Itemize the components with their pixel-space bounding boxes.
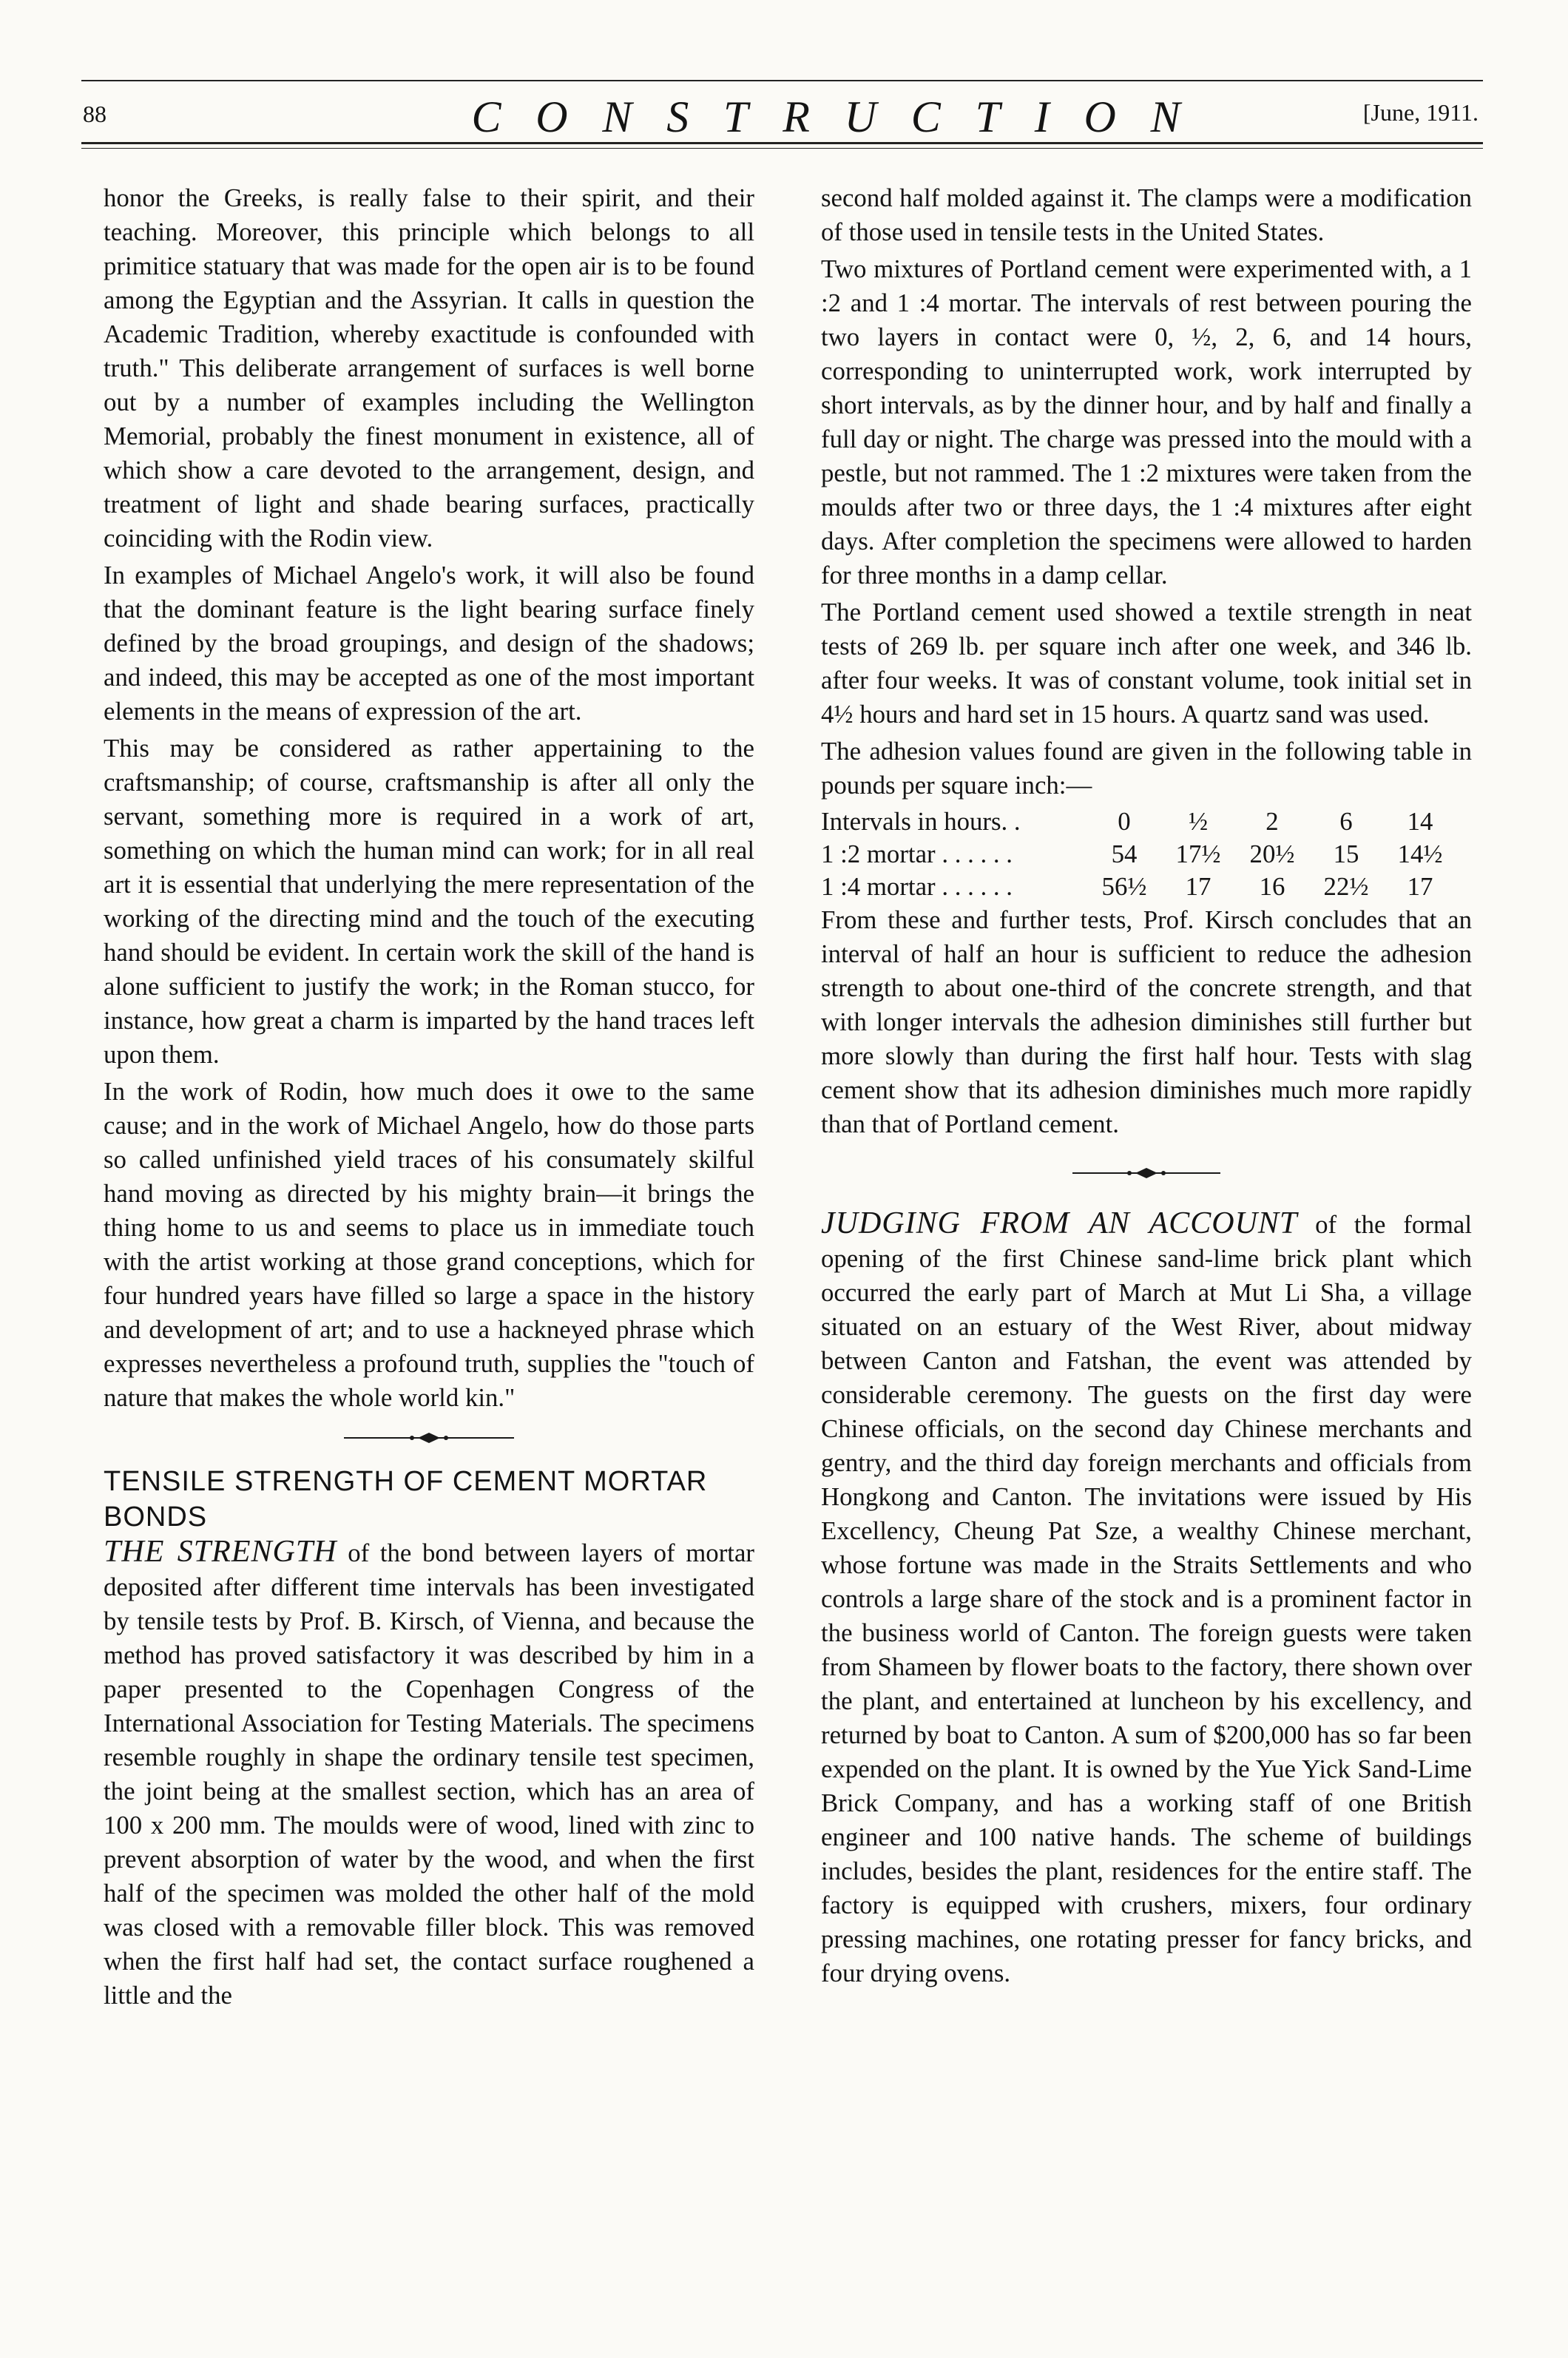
table-cell: 0 [1118,807,1131,836]
ornament-dot [410,1436,414,1440]
table-cell: 22½ [1323,872,1369,901]
article-paragraph: In the work of Rodin, how much does it owe to the same cause; and in the work of Michael Angelo, how do those parts so called unfinished yield traces of his consumately skilful hand moving as directed by his mighty brain—it brings the thing home to us and seems to place us in immediate touch with the artist working at those grand conceptions, which for four hundred years have filled so large a space in the history and development of art; and to use a hackneyed phrase which expresses nevertheless a profound truth, supplies the "touch of nature that makes the whole world kin." [104,1077,754,1412]
table-header-row [821,805,1457,838]
table-row-label: 1 :2 mortar . . . . . . [821,840,1013,868]
table-row [821,838,1457,871]
lead-in: THE STRENGTH [104,1535,337,1569]
article-paragraph: The adhesion values found are given in the following table in pounds per square inch:— [821,737,1472,800]
article-paragraph [821,1206,1472,1990]
ornament-diamond [1135,1168,1158,1178]
ornament-diamond [418,1433,440,1443]
table-cell: 6 [1339,807,1353,836]
article-paragraph: Two mixtures of Portland cement were experimented with, a 1 :2 and 1 :4 mortar. The intervals of rest between pouring the two layers in contact were 0, ½, 2, 6, and 14 hours, corresponding to uninterrupted work, work interrupted by short intervals, as by the dinner hour, and by half and finally a full day or night. The charge was pressed into the mould with a pestle, but not rammed. The 1 :2 mixtures were taken from the moulds after two or three days, the 1 :4 mixtures after eight days. After completion the specimens were allowed to harden for three months in a damp cellar. [821,254,1472,590]
article-paragraph: second half molded against it. The clamps were a modification of those used in tensile tests in the United States. [821,183,1472,246]
article-paragraph: The Portland cement used showed a textile strength in neat tests of 269 lb. per square inch after one week, and 346 lb. after four weeks. It was of constant volume, took initial set in 4½ hours and hard set in 15 hours. A quartz sand was used. [821,598,1472,729]
table-header-label: Intervals in hours. . [821,807,1021,836]
page-header [81,80,1483,148]
header-rule [81,142,1483,144]
table-cell: 14 [1407,807,1433,836]
table-cell: 14½ [1397,840,1443,868]
table-cell: 2 [1265,807,1279,836]
table-cell: 16 [1259,872,1285,901]
right-column [821,181,1472,1993]
section-ornament [1072,1161,1220,1186]
page-number: 88 [83,101,107,127]
table-cell: 56½ [1101,872,1147,901]
paragraph-text: of the bond between layers of mortar deposited after different time intervals has been investigated by tensile tests by Prof. B. Kirsch, of Vienna, and because the method has proved satisfactory it was described by him in a paper presented to the Copenhagen Congress of the International Association for Testing Materials. The specimens resemble roughly in shape the ordinary tensile test specimen, the joint being at the smallest section, which has an area of 100 x 200 mm. The moulds were of wood, lined with zinc to prevent absorption of water by the wood, and when the first half of the specimen was molded the other half of the mold was closed with a removable filler block. This was removed when the first half had set, the contact surface roughened a little and the [104,1538,754,2010]
header-top-rule [81,80,1483,81]
left-column [104,181,754,2016]
table-cell: 54 [1111,840,1138,868]
table-cell: 17½ [1175,840,1221,868]
article-paragraph: In examples of Michael Angelo's work, it will also be found that the dominant feature is the light bearing surface finely defined by the broad groupings, and design of the shadows; and indeed, this may be accepted as one of the most important elements in the means of expression of the art. [104,561,754,726]
article-paragraph: This may be considered as rather appertaining to the craftsmanship; of course, craftsmanship is after all only the servant, something more is required in a work of art, something on which the human mind can work; for in all real art it is essential that underlying the mere representation of the working of the directing mind and the touch of the executing hand should be evident. In certain work the skill of the hand is alone sufficient to justify the work; in the Roman stucco, for instance, how great a charm is imparted by the hand traces left upon them. [104,734,754,1069]
table-cell: 17 [1185,872,1212,901]
issue-date: [June, 1911. [1362,99,1479,126]
table-cell: 15 [1333,840,1359,868]
ornament-dot [1127,1171,1132,1175]
ornament-dot [1161,1171,1166,1175]
ornament-dot [444,1436,448,1440]
section-ornament [344,1425,514,1450]
table-row-label: 1 :4 mortar . . . . . . [821,872,1013,901]
article-paragraph [104,1535,754,2013]
table-cell: 17 [1407,872,1433,901]
lead-in: JUDGING FROM AN ACCOUNT [821,1206,1298,1240]
journal-title: CONSTRUCTION [471,92,1215,141]
paragraph-text: of the formal opening of the first Chinese sand-lime brick plant which occurred the early part of March at Mut Li Sha, a village situated on an estuary of the West River, about midway between Canton and Fatshan, the event was attended by considerable ceremony. The guests on the first day were Chinese officials, on the second day Chinese merchants and gentry, and the third day foreign merchants and officials from Hongkong and Canton. The invitations were issued by His Excellency, Cheung Pat Sze, a wealthy Chinese merchant, whose fortune was made in the Straits Settlements and who controls a large share of the stock and is a prominent factor in the business world of Canton. The foreign guests were taken from Shameen by flower boats to the factory, there shown over the plant, and entertained at luncheon by his excellency, and returned by boat to Canton. A sum of $200,000 has so far been expended on the plant. It is owned by the Yue Yick Sand-Lime Brick Company, and has a working staff of one British engineer and 100 native hands. The scheme of buildings includes, besides the plant, residences for the entire staff. The factory is equipped with crushers, mixers, four ordinary pressing machines, one rotating presser for fancy bricks, and four drying ovens. [821,1210,1472,1987]
header-rule-thin [81,148,1483,149]
adhesion-table [821,805,1457,903]
table-cell: 20½ [1249,840,1295,868]
article-heading: TENSILE STRENGTH OF CEMENT MORTAR BONDS [104,1466,708,1533]
article-paragraph: From these and further tests, Prof. Kirsch concludes that an interval of half an hour is sufficient to reduce the adhesion strength to about one-third of the concrete strength, and that with longer intervals the adhesion diminishes still further but more slowly than during the first half hour. Tests with slag cement show that its adhesion diminishes much more rapidly than that of Portland cement. [821,905,1472,1138]
table-cell: ½ [1188,807,1209,836]
table-row [821,871,1457,903]
article-paragraph: honor the Greeks, is really false to their spirit, and their teaching. Moreover, this principle which belongs to all primitice statuary that was made for the open air is to be found among the Egyptian and the Assyrian. It calls in question the Academic Tradition, whereby exactitude is confounded with truth." This deliberate arrangement of surfaces is well borne out by a number of examples including the Wellington Memorial, probably the finest monument in existence, all of which show a care devoted to the arrangement, design, and treatment of light and shade bearing surfaces, practically coinciding with the Rodin view. [104,183,754,553]
